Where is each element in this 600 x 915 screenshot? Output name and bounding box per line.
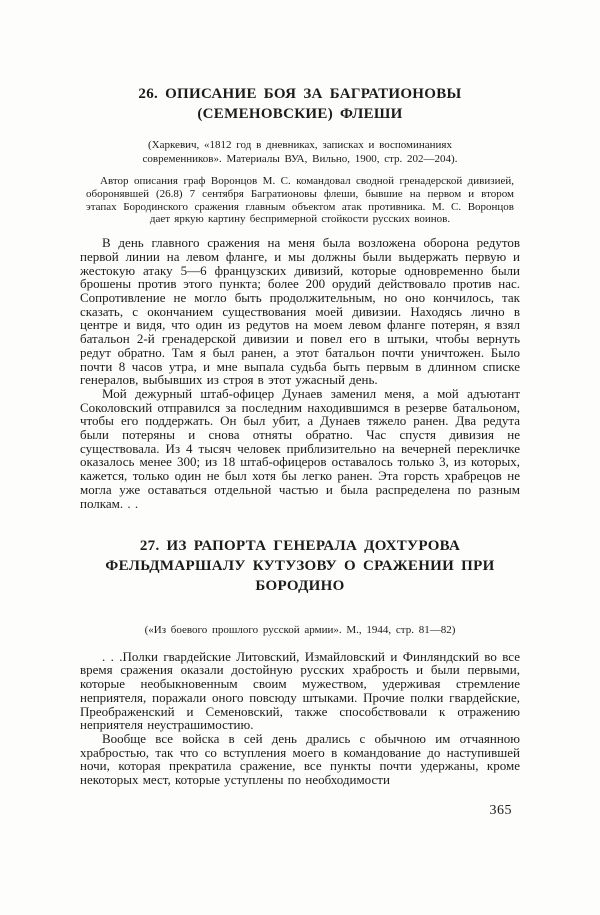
- section-26-source-citation: (Харкевич, «1812 год в дневниках, записках и воспоминаниях современников». Материалы ВУА, Вильно, 1900, стр. 202—204).: [142, 139, 458, 165]
- section-26-paragraph-1: В день главного сражения на меня была возложена оборона редутов первой линии на левом фланге, и мы должны были выдержать первую и жестокую атаку 5—6 французских дивизий, которые одновременно были брошены против этого пункта; более 200 орудий действовало против нас. Сопротивление не могло быть продолжительным, но оно кончилось, так сказать, с окончанием существования моей дивизии. Находясь лично в центре и видя, что один из редутов на моем левом фланге потерян, я взял батальон 2-й гренадерской дивизии и повел его в штыки, чтобы вернуть редут обратно. Там я был ранен, а этот батальон почти уничтожен. Было почти 8 часов утра, и мне выпала судьба быть первым в длинном списке генералов, выбывших из строя в этот ужасный день.: [80, 235, 520, 388]
- section-dokhturov-report: [80, 536, 520, 787]
- section-26-heading: 26. ОПИСАНИЕ БОЯ ЗА БАГРАТИОНОВЫ (СЕМЕНОВСКИЕ) ФЛЕШИ: [138, 86, 462, 122]
- section-26-paragraph-2: Мой дежурный штаб-офицер Дунаев заменил меня, а мой адъютант Соколовский отправился за последним находившимся в резерве батальоном, чтобы его поддержать. Он был убит, а Дунаев тяжело ранен. Два редута были потеряны и снова отняты обратно. Час спустя дивизия не существовала. Из 4 тысяч человек приблизительно на вечерней перекличке оказалось менее 300; из 18 штаб-офицеров оставалось только 3, из которых, кажется, только один не был хотя бы легко ранен. Эта горсть храбрецов не могла уже оставаться отдельной частью и была распределена по разным полкам. . .: [80, 385, 520, 511]
- section-27-heading: 27. ИЗ РАПОРТА ГЕНЕРАЛА ДОХТУРОВА ФЕЛЬДМАРШАЛУ КУТУЗОВУ О СРАЖЕНИИ ПРИ БОРОДИНО: [105, 538, 495, 595]
- section-26-editor-annotation: Автор описания граф Воронцов М. С. командовал сводной гренадерской дивизией, оборонявшей (26.8) 7 сентября Багратионовы флеши, бывшие на первом и втором этапах Бородинского сражения главным объектом атак противника. М. С. Воронцов дает яркую картину беспримерной стойкости русских воинов.: [86, 175, 514, 226]
- section-bagration-fleches: [80, 84, 520, 510]
- section-27-paragraph-1: . . .Полки гвардейские Литовский, Измайловский и Финляндский во все время сражения оказали достойную русских храбрость и были первыми, которые необыкновенным своим мужеством, удерживая стремление неприятеля, поражали оного повсюду штыками. Прочие полки гвардейские, Преображенский и Семеновский, также способствовали к отражению неприятеля неустрашимостию.: [80, 648, 520, 733]
- section-27-source-citation: («Из боевого прошлого русской армии». М., 1944, стр. 81—82): [144, 624, 456, 637]
- page-number: 365: [489, 802, 512, 818]
- section-27-paragraph-2: Вообще все войска в сей день дрались с обычною им отчаянною храбростью, так что со вступления моего в командование до наступившей ночи, которая прекратила сражение, все пункты почти удержаны, кроме некоторых мест, которые уступлены по необходимости: [80, 730, 520, 788]
